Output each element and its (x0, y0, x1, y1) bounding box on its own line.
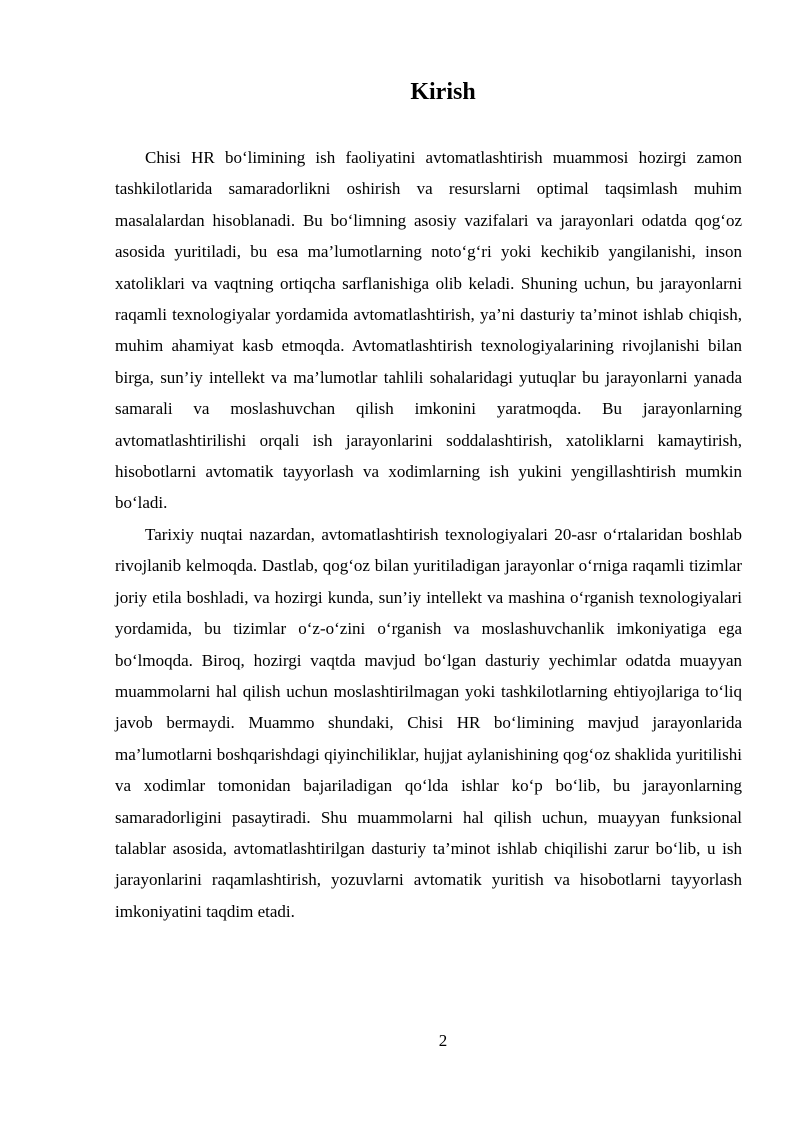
section-title: Kirish (410, 79, 476, 105)
paragraph-2: Tarixiy nuqtai nazardan, avtomatlashtirish texnologiyalari 20-asr o‘rtalaridan boshlab rivojlanib kelmoqda. Dastlab, qog‘oz bilan yuritiladigan jarayonlar o‘rniga raqamli tizimlar joriy etila boshladi, va hozirgi kunda, sun’iy intellekt va mashina o‘rganish texnologiyalari yordamida, bu tizimlar o‘z-o‘zini o‘rganish va moslashuvchanlik imkoniyatiga ega bo‘lmoqda. Biroq, hozirgi vaqtda mavjud bo‘lgan dasturiy yechimlar odatda muayyan muammolarni hal qilish uchun moslashtirilmagan yoki tashkilotlarning ehtiyojlariga to‘liq javob bermaydi. Muammo shundaki, Chisi HR bo‘limining mavjud jarayonlarida ma’lumotlarni boshqarishdagi qiyinchiliklar, hujjat aylanishining qog‘oz shaklida yuritilishi va xodimlar tomonidan bajariladigan qo‘lda ishlar ko‘p bo‘lib, bu jarayonlarning samaradorligini pasaytiradi. Shu muammolarni hal qilish uchun, muayyan funksional talablar asosida, avtomatlashtirilgan dasturiy ta’minot ishlab chiqilishi zarur bo‘lib, u ish jarayonlarini raqamlashtirish, yozuvlarni avtomatik yuritish va hisobotlarni tayyorlash imkoniyatini taqdim etadi. (115, 524, 742, 921)
page-number: 2 (438, 1031, 448, 1050)
paragraph-1: Chisi HR bo‘limining ish faoliyatini avtomatlashtirish muammosi hozirgi zamon tashkilotlarida samaradorlikni oshirish va resurslarni optimal taqsimlash muhim masalalardan hisoblanadi. Bu bo‘limning asosiy vazifalari va jarayonlari odatda qog‘oz asosida yuritiladi, bu esa ma’lumotlarning noto‘g‘ri yoki kechikib yangilanishi, inson xatoliklari va vaqtning ortiqcha sarflanishiga olib keladi. Shuning uchun, bu jarayonlarni raqamli texnologiyalar yordamida avtomatlashtirish, ya’ni dasturiy ta’minot ishlab chiqish, muhim ahamiyat kasb etmoqda. Avtomatlashtirish texnologiyalarining rivojlanishi bilan birga, sun’iy intellekt va ma’lumotlar tahlili sohalaridagi yutuqlar bu jarayonlarni yanada samarali va moslashuvchan qilish imkonini yaratmoqda. Bu jarayonlarning avtomatlashtirilishi orqali ish jarayonlarini soddalashtirish, xatoliklarni kamaytirish, hisobotlarni avtomatik tayyorlash va xodimlarning ish yukini yengillashtirish mumkin bo‘ladi. (115, 148, 742, 513)
body-text (115, 142, 742, 927)
